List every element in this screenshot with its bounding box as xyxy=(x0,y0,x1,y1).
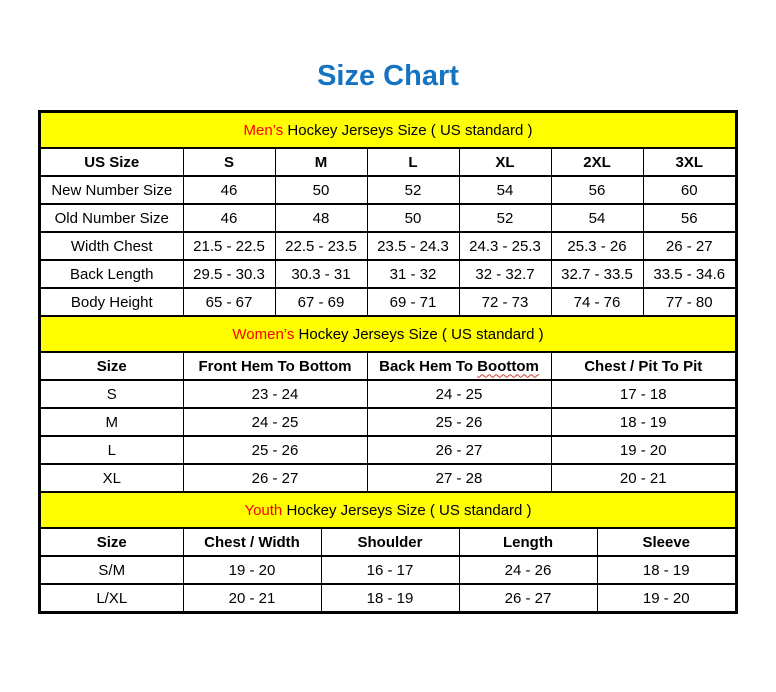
womens-header-row xyxy=(41,352,735,380)
table-cell: 32 - 32.7 xyxy=(459,260,551,288)
table-cell: 26 - 27 xyxy=(459,584,597,611)
table-cell: 46 xyxy=(183,204,275,232)
table-cell: 72 - 73 xyxy=(459,288,551,316)
table-cell: 18 - 19 xyxy=(551,408,735,436)
table-cell: 24 - 25 xyxy=(367,380,551,408)
table-row xyxy=(41,260,735,288)
mens-section-header xyxy=(41,113,735,148)
size-chart-tables xyxy=(38,110,738,614)
mens-section-title-rest: Hockey Jerseys Size ( US standard ) xyxy=(287,121,533,139)
womens-section-highlight: Women’s xyxy=(232,325,295,343)
row-label: M xyxy=(41,408,183,436)
column-header: Shoulder xyxy=(321,528,459,556)
table-cell: 26 - 27 xyxy=(367,436,551,464)
table-cell: 25 - 26 xyxy=(183,436,367,464)
table-cell: 33.5 - 34.6 xyxy=(643,260,735,288)
table-cell: 69 - 71 xyxy=(367,288,459,316)
table-cell: 65 - 67 xyxy=(183,288,275,316)
column-header-text: Back Hem To xyxy=(379,357,474,375)
table-cell: 18 - 19 xyxy=(321,584,459,611)
youth-section-header xyxy=(41,493,735,528)
table-row xyxy=(41,464,735,492)
table-cell: 60 xyxy=(643,176,735,204)
table-cell: 56 xyxy=(643,204,735,232)
womens-section-band xyxy=(41,317,735,352)
table-cell: 52 xyxy=(367,176,459,204)
table-cell: 25.3 - 26 xyxy=(551,232,643,260)
table-row xyxy=(41,556,735,584)
table-cell: 19 - 20 xyxy=(183,556,321,584)
table-cell: 52 xyxy=(459,204,551,232)
column-header: 2XL xyxy=(551,148,643,176)
mens-header-row xyxy=(41,148,735,176)
table-cell: 19 - 20 xyxy=(597,584,735,611)
table-cell: 24.3 - 25.3 xyxy=(459,232,551,260)
column-header: Front Hem To Bottom xyxy=(183,352,367,380)
column-header: S xyxy=(183,148,275,176)
row-label: S/M xyxy=(41,556,183,584)
column-header: XL xyxy=(459,148,551,176)
table-cell: 20 - 21 xyxy=(551,464,735,492)
womens-size-table xyxy=(41,317,735,493)
column-header: Chest / Width xyxy=(183,528,321,556)
table-row xyxy=(41,584,735,611)
table-cell: 31 - 32 xyxy=(367,260,459,288)
youth-size-table xyxy=(41,493,735,611)
youth-section-title-rest: Hockey Jerseys Size ( US standard ) xyxy=(286,501,532,519)
table-cell: 23 - 24 xyxy=(183,380,367,408)
table-cell: 25 - 26 xyxy=(367,408,551,436)
table-cell: 26 - 27 xyxy=(643,232,735,260)
table-cell: 30.3 - 31 xyxy=(275,260,367,288)
column-header: US Size xyxy=(41,148,183,176)
row-label: Width Chest xyxy=(41,232,183,260)
row-label: Old Number Size xyxy=(41,204,183,232)
table-cell: 16 - 17 xyxy=(321,556,459,584)
row-label: L/XL xyxy=(96,589,128,607)
table-cell: 24 - 25 xyxy=(183,408,367,436)
table-cell: 22.5 - 23.5 xyxy=(275,232,367,260)
table-cell: 20 - 21 xyxy=(183,584,321,611)
table-row xyxy=(41,204,735,232)
table-cell: 54 xyxy=(459,176,551,204)
mens-section-highlight: Men’s xyxy=(243,121,284,139)
row-label: New Number Size xyxy=(41,176,183,204)
table-row xyxy=(41,232,735,260)
table-cell: 26 - 27 xyxy=(183,464,367,492)
youth-section-highlight: Youth xyxy=(244,501,283,519)
table-row xyxy=(41,288,735,316)
table-cell: 56 xyxy=(551,176,643,204)
table-cell: 18 - 19 xyxy=(597,556,735,584)
row-label: Back Length xyxy=(41,260,183,288)
table-cell: 67 - 69 xyxy=(275,288,367,316)
column-header: Size xyxy=(41,352,183,380)
mens-size-table xyxy=(41,113,735,317)
table-cell: 23.5 - 24.3 xyxy=(367,232,459,260)
table-cell: 27 - 28 xyxy=(367,464,551,492)
table-cell: 54 xyxy=(551,204,643,232)
table-cell: 50 xyxy=(275,176,367,204)
table-row xyxy=(41,436,735,464)
table-cell: 19 - 20 xyxy=(551,436,735,464)
table-cell: 46 xyxy=(183,176,275,204)
table-cell: 50 xyxy=(367,204,459,232)
table-cell: 32.7 - 33.5 xyxy=(551,260,643,288)
row-label: XL xyxy=(41,464,183,492)
column-header-misspelled xyxy=(367,352,551,380)
column-header: Length xyxy=(459,528,597,556)
row-label: S xyxy=(41,380,183,408)
table-cell: 29.5 - 30.3 xyxy=(183,260,275,288)
table-cell: 17 - 18 xyxy=(551,380,735,408)
column-header: Sleeve xyxy=(597,528,735,556)
table-row xyxy=(41,176,735,204)
table-row xyxy=(41,408,735,436)
column-header: L xyxy=(367,148,459,176)
table-cell: 48 xyxy=(275,204,367,232)
table-cell: 24 - 26 xyxy=(459,556,597,584)
womens-section-header xyxy=(41,317,735,352)
youth-header-row xyxy=(41,528,735,556)
table-cell: 21.5 - 22.5 xyxy=(183,232,275,260)
column-header: 3XL xyxy=(643,148,735,176)
page-title: Size Chart xyxy=(317,60,459,92)
youth-section-band xyxy=(41,493,735,528)
row-label: Body Height xyxy=(41,288,183,316)
mens-section-band xyxy=(41,113,735,148)
table-row xyxy=(41,380,735,408)
row-label: L xyxy=(41,436,183,464)
spellcheck-underlined-word: Boottom xyxy=(477,357,539,375)
table-cell: 74 - 76 xyxy=(551,288,643,316)
column-header: M xyxy=(275,148,367,176)
table-cell: 77 - 80 xyxy=(643,288,735,316)
column-header: Size xyxy=(41,528,183,556)
column-header: Chest / Pit To Pit xyxy=(551,352,735,380)
womens-section-title-rest: Hockey Jerseys Size ( US standard ) xyxy=(298,325,544,343)
